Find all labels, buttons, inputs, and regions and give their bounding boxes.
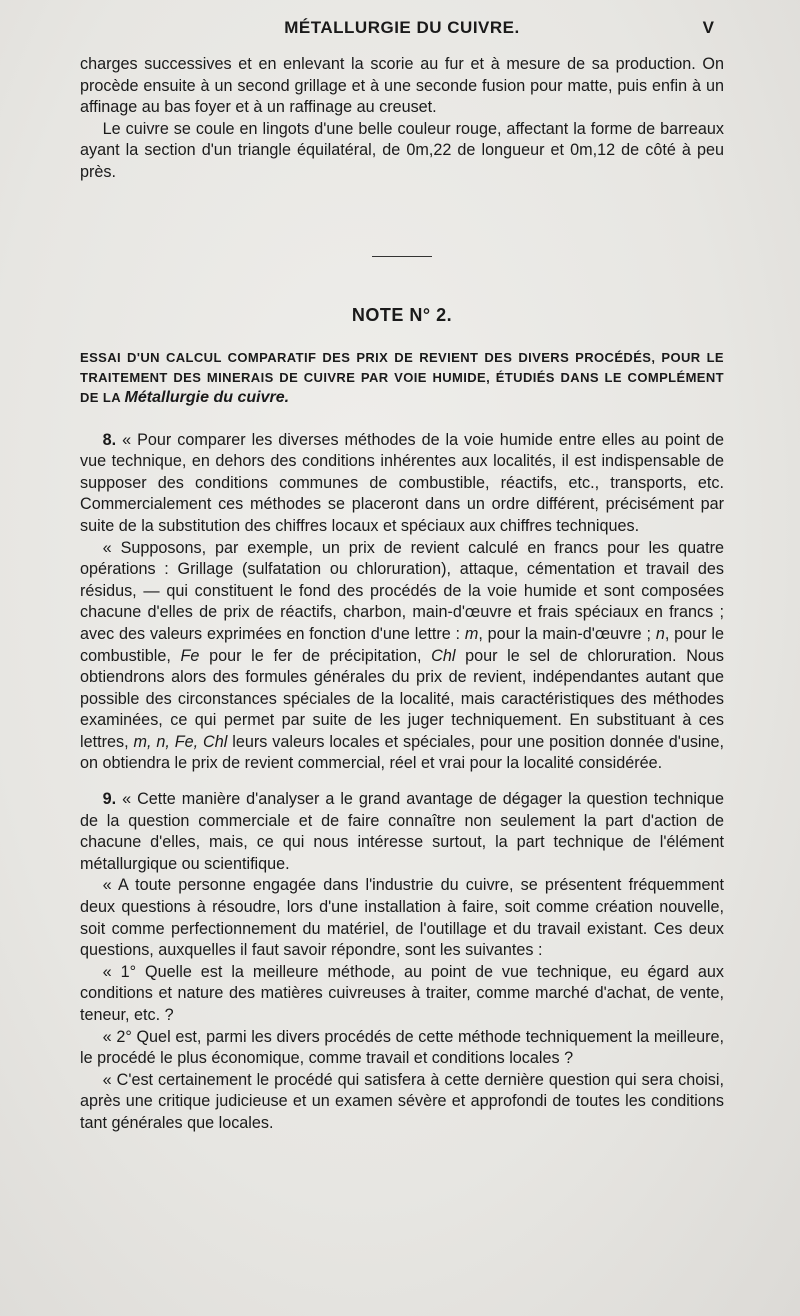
note-subtitle-main: ESSAI D'UN CALCUL COMPARATIF DES PRIX DE REVIENT DES DIVERS PROCÉDÉS, POUR LE TRAITEMENT DES MINERAIS DE CUIVRE PAR VOIE HUMIDE, ÉTUDIÉS DANS LE COMPLÉMENT DE LA [80, 349, 724, 405]
variables-list: m, n, Fe, Chl [133, 732, 228, 751]
intro-paragraph-2: Le cuivre se coule en lingots d'une belle couleur rouge, affectant la forme de barreaux ayant la section d'un triangle équilatéral, de 0m,22 de longueur et 0m,12 de côté à peu près. [80, 119, 724, 181]
variable-fe: Fe [180, 646, 200, 665]
section-9-p1-text: « Cette manière d'analyser a le grand avantage de dégager la question technique de la question commerciale et de faire connaître non seulement la part d'action de chacune d'elles, mais, ce qui nous intéresse surtout, la part technique de l'élément métallurgique ou scientifique. [80, 790, 724, 873]
variable-chl: Chl [431, 646, 456, 665]
section-8-p2-part-a: « Supposons, par exemple, un prix de revient calculé en francs pour les quatre opérations : Grillage (sulfatation ou chloruration), attaque, cémentation et travail des résidus, — qui constituent le fond des procédés de la voie humide et sont composées chacune d'elles de prix de réactifs, charbon, main-d'œuvre et frais spéciaux en francs ; avec des valeurs exprimées en fonction d'une lettre : [80, 538, 724, 643]
section-8-paragraph-2 [80, 538, 724, 776]
section-9-paragraph-2: « A toute personne engagée dans l'industrie du cuivre, se présentent fréquemment deux questions à résoudre, lors d'une installation à faire, soit comme création nouvelle, soit comme perfectionnement du matériel, de l'outillage et du travail existant. Ces deux questions, auxquelles il faut savoir répondre, sont les suivantes : [80, 876, 724, 960]
note-subtitle [80, 348, 724, 408]
intro-paragraph-1: charges successives et en enlevant la scorie au fur et à mesure de sa production. On procède ensuite à un second grillage et à une seconde fusion pour matte, puis enfin à un affinage au bas foyer et à un raffinage au creuset. [80, 55, 724, 117]
section-9-paragraph-4: « 2° Quel est, parmi les divers procédés de cette méthode techniquement la meilleure, le procédé le plus économique, comme travail et conditions locales ? [80, 1027, 724, 1068]
section-8-p2-part-c: , pour le combustible, [80, 624, 724, 665]
section-9-paragraph-5: « C'est certainement le procédé qui satisfera à cette dernière question qui sera choisi, après une critique judicieuse et un examen sévère et approfondi de toutes les conditions tant générales que locales. [80, 1070, 724, 1132]
section-9-paragraph-1 [80, 789, 724, 875]
section-8-p2-part-e: pour le sel de chloruration. Nous obtiendrons alors des formules générales du prix de revient, indépendantes autant que possible des circonstances spéciales de la localité, mais caractéristiques des méthodes examinées, ce qui permet par suite de les juger techniquement. En substituant à ces lettres, [80, 646, 724, 751]
section-8-p1-text: « Pour comparer les diverses méthodes de la voie humide entre elles au point de vue technique, en dehors des conditions inhérentes aux localités, il est indispensable de supposer des conditions communes de combustible, réactifs, etc., transports, etc. Commercialement ces méthodes se placeront dans un ordre différent, précisément par suite de la substitution des chiffres locaux et spéciaux aux chiffres techniques. [80, 430, 724, 535]
note-title: NOTE N° 2. [351, 304, 453, 325]
section-8-paragraph-1 [80, 430, 724, 538]
note-subtitle-italic: Métallurgie du cuivre. [124, 388, 290, 406]
section-9 [80, 789, 724, 1135]
section-9-paragraph-3: « 1° Quelle est la meilleure méthode, au point de vue technique, eu égard aux conditions et nature des matières cuivreuses à traiter, comme marché d'achat, de vente, teneur, etc. ? [80, 962, 724, 1024]
paragraph-gap [80, 775, 724, 789]
section-8-number: 8. [102, 430, 117, 449]
section-8-p2-part-f: leurs valeurs locales et spéciales, pour une position donnée d'usine, on obtiendra le prix de revient commercial, réel et vrai pour la localité considérée. [80, 732, 725, 773]
section-8-p2-part-b: , pour la main-d'œuvre ; [478, 624, 656, 643]
variable-n: n [655, 624, 665, 643]
section-divider [372, 256, 432, 257]
intro-block [80, 54, 724, 184]
page-number: V [702, 18, 714, 37]
running-title: MÉTALLURGIE DU CUIVRE. [284, 18, 520, 37]
variable-m: m [464, 624, 479, 643]
section-8-p2-part-d: pour le fer de précipitation, [199, 646, 432, 665]
section-9-number: 9. [102, 790, 117, 809]
section-8 [80, 430, 724, 776]
